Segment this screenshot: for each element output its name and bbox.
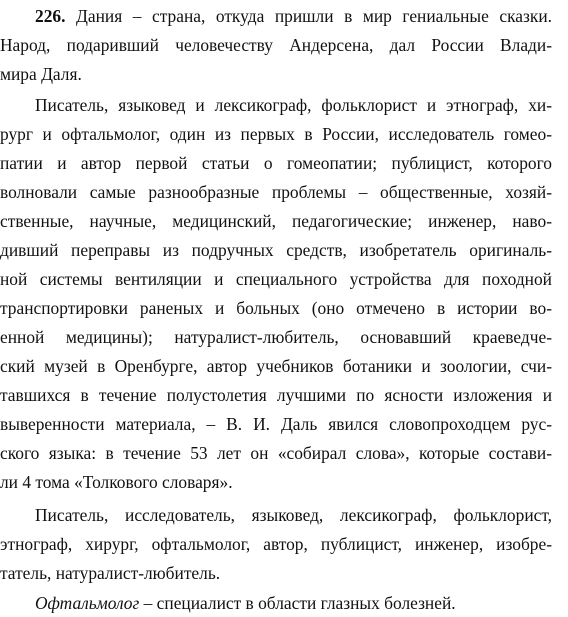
paragraph-2-line-3: патии и автор первой статьи о гомеопатии; публицист, которого bbox=[0, 153, 552, 173]
exercise-number: 226. bbox=[35, 6, 66, 26]
term-definition: – специалист в области глазных болезней. bbox=[139, 593, 456, 613]
paragraph-2-line-9: енной медицины); натуралист-любитель, основавший краеведче- bbox=[0, 327, 552, 347]
paragraph-2-line-2: рург и офтальмолог, один из первых в России, исследователь гомео- bbox=[0, 124, 552, 144]
definition-line bbox=[35, 591, 552, 615]
paragraph-3-line-3: татель, натуралист-любитель. bbox=[0, 563, 221, 583]
paragraph-2-line-12: выверенности материала, – В. И. Даль явился словопроходцем рус- bbox=[0, 414, 552, 434]
paragraph-3-line-2: этнограф, хирург, офтальмолог, автор, публицист, инженер, изобре- bbox=[0, 534, 552, 554]
paragraph-1-line-1: 226. Дания – страна, откуда пришли в мир гениальные сказки. bbox=[35, 6, 552, 26]
term-ophthalmologist: Офтальмолог bbox=[35, 593, 140, 613]
paragraph-2-line-5: ственные, научные, медицинский, педагогические; инженер, наво- bbox=[0, 211, 552, 231]
paragraph-1-line-2: Народ, подаривший человечеству Андерсена, дал России Влади- bbox=[0, 35, 552, 55]
paragraph-2-line-1: Писатель, языковед и лексикограф, фольклорист и этнограф, хи- bbox=[35, 95, 552, 115]
paragraph-2-line-6: дивший переправы из подручных средств, изобретатель оригиналь- bbox=[0, 240, 552, 260]
paragraph-3-line-1: Писатель, исследователь, языковед, лексикограф, фольклорист, bbox=[35, 505, 552, 525]
paragraph-2-line-11: тавшихся в течение полустолетия лучшими по ясности изложения и bbox=[0, 385, 552, 405]
paragraph-2-line-13: ского языка: в течение 53 лет он «собирал слова», которые состави- bbox=[0, 443, 552, 463]
paragraph-2-line-14: ли 4 тома «Толкового словаря». bbox=[0, 472, 233, 492]
paragraph-2-line-8: транспортировки раненых и больных (оно отмечено в истории во- bbox=[0, 298, 552, 318]
paragraph-2-line-10: ский музей в Оренбурге, автор учебников ботаники и зоологии, счи- bbox=[0, 356, 552, 376]
paragraph-2-line-4: волновали самые разнообразные проблемы – общественные, хозяй- bbox=[0, 182, 552, 202]
paragraph-1-line-3: мира Даля. bbox=[0, 64, 82, 84]
paragraph-2-line-7: ной системы вентиляции и специального устройства для походной bbox=[0, 269, 552, 289]
